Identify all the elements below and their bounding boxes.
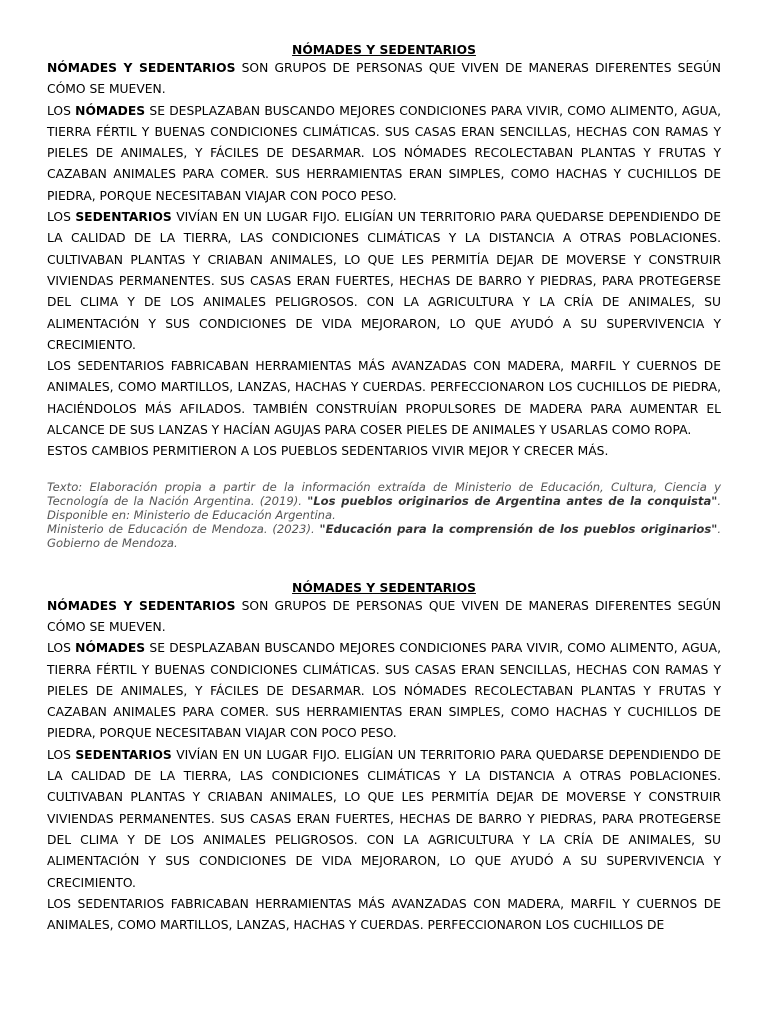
sedentarios-term: SEDENTARIOS: [75, 210, 172, 225]
nomades-paragraph: [47, 101, 721, 207]
intro-paragraph: [47, 58, 721, 101]
tools-paragraph-partial: LOS SEDENTARIOS FABRICABAN HERRAMIENTAS MÁS AVANZADAS CON MADERA, MARFIL Y CUERNOS DE ANIMALES, COMO MARTILLOS, LANZAS, HACHAS Y CUERDAS. PERFECCIONARON LOS CUCHILLOS DE: [47, 896, 721, 933]
nomades-term: NÓMADES: [75, 103, 146, 118]
sedentarios-pre: LOS: [47, 210, 76, 225]
nomades-pre: LOS: [47, 103, 76, 118]
source-citation: [47, 480, 721, 550]
intro-text: SON GRUPOS DE PERSONAS QUE VIVEN DE MANERAS DIFERENTES SEGÚN CÓMO SE MUEVEN.: [47, 61, 721, 97]
document-section-first: [47, 42, 721, 550]
source-title-2: "Educación para la comprensión de los pueblos originarios": [319, 521, 718, 536]
conclusion-paragraph: ESTOS CAMBIOS PERMITIERON A LOS PUEBLOS SEDENTARIOS VIVIR MEJOR Y CRECER MÁS.: [47, 444, 609, 459]
nomades-paragraph-repeat: LOS NÓMADES SE DESPLAZABAN BUSCANDO MEJORES CONDICIONES PARA VIVIR, COMO ALIMENTO, AGUA, TIERRA FÉRTIL Y BUENAS CONDICIONES CLIMÁTICAS. SUS CASAS ERAN SENCILLAS, HECHAS CON RAMAS Y PIELES DE ANIMALES, Y FÁCILES DE DESARMAR. LOS NÓMADES RECOLECTABAN PLANTAS Y FRUTAS Y CAZABAN ANIMALES PARA COMER. SUS HERRAMIENTAS ERAN SIMPLES, COMO HACHAS Y CUCHILLOS DE PIEDRA, PORQUE NECESITABAN VIAJAR CON POCO PESO.: [47, 641, 721, 741]
source-line-1: Texto: Elaboración propia a partir de la información extraída de Ministerio de Educación, Cultura, Ciencia y Tecnología de la Nación Argentina. (2019). "Los pueblos originarios de Argentina antes de la conquista". Disponible en: Ministerio de Educación Argentina.: [47, 479, 721, 522]
page-title: NÓMADES Y SEDENTARIOS: [292, 43, 476, 57]
source-line-2: Ministerio de Educación de Mendoza. (2023). "Educación para la comprensión de los pueblos originarios". Gobierno de Mendoza.: [47, 521, 721, 550]
document-section-second: [47, 580, 721, 937]
nomades-text: SE DESPLAZABAN BUSCANDO MEJORES CONDICIONES PARA VIVIR, COMO ALIMENTO, AGUA, TIERRA FÉRTIL Y BUENAS CONDICIONES CLIMÁTICAS. SUS CASAS ERAN SENCILLAS, HECHAS CON RAMAS Y PIELES DE ANIMALES, Y FÁCILES DE DESARMAR. LOS NÓMADES RECOLECTABAN PLANTAS Y FRUTAS Y CAZABAN ANIMALES PARA COMER. SUS HERRAMIENTAS ERAN SIMPLES, COMO HACHAS Y CUCHILLOS DE PIEDRA, PORQUE NECESITABAN VIAJAR CON POCO PESO.: [47, 103, 721, 203]
document-page: [47, 0, 721, 936]
tools-paragraph: LOS SEDENTARIOS FABRICABAN HERRAMIENTAS MÁS AVANZADAS CON MADERA, MARFIL Y CUERNOS DE ANIMALES, COMO MARTILLOS, LANZAS, HACHAS Y CUERDAS. PERFECCIONARON LOS CUCHILLOS DE PIEDRA, HACIÉNDOLOS MÁS AFILADOS. TAMBIÉN CONSTRUÍAN PROPULSORES DE MADERA PARA AUMENTAR EL ALCANCE DE SUS LANZAS Y HACÍAN AGUJAS PARA COSER PIELES DE ANIMALES Y USARLAS COMO ROPA.: [47, 359, 721, 438]
sedentarios-paragraph-repeat: LOS SEDENTARIOS VIVÍAN EN UN LUGAR FIJO. ELIGÍAN UN TERRITORIO PARA QUEDARSE DEPENDIENDO DE LA CALIDAD DE LA TIERRA, LAS CONDICIONES CLIMÁTICAS Y LA DISTANCIA A OTRAS POBLACIONES. CULTIVABAN PLANTAS Y CRIABAN ANIMALES, LO QUE LES PERMITÍA DEJAR DE MOVERSE Y CONSTRUIR VIVIENDAS PERMANENTES. SUS CASAS ERAN FUERTES, HECHAS DE BARRO Y PIEDRAS, PARA PROTEGERSE DEL CLIMA Y DE LOS ANIMALES PELIGROSOS. CON LA AGRICULTURA Y LA CRÍA DE ANIMALES, SU ALIMENTACIÓN Y SUS CONDICIONES DE VIDA MEJORARON, LO QUE AYUDÓ A SU SUPERVIVENCIA Y CRECIMIENTO.: [47, 747, 721, 890]
sedentarios-paragraph: [47, 207, 721, 356]
intro-lead: NÓMADES Y SEDENTARIOS: [47, 61, 236, 75]
sedentarios-text: VIVÍAN EN UN LUGAR FIJO. ELIGÍAN UN TERRITORIO PARA QUEDARSE DEPENDIENDO DE LA CALIDAD DE LA TIERRA, LAS CONDICIONES CLIMÁTICAS Y LA DISTANCIA A OTRAS POBLACIONES. CULTIVABAN PLANTAS Y CRIABAN ANIMALES, LO QUE LES PERMITÍA DEJAR DE MOVERSE Y CONSTRUIR VIVIENDAS PERMANENTES. SUS CASAS ERAN FUERTES, HECHAS DE BARRO Y PIEDRAS, PARA PROTEGERSE DEL CLIMA Y DE LOS ANIMALES PELIGROSOS. CON LA AGRICULTURA Y LA CRÍA DE ANIMALES, SU ALIMENTACIÓN Y SUS CONDICIONES DE VIDA MEJORARON, LO QUE AYUDÓ A SU SUPERVIVENCIA Y CRECIMIENTO.: [47, 210, 721, 352]
intro-paragraph-repeat: NÓMADES Y SEDENTARIOS SON GRUPOS DE PERSONAS QUE VIVEN DE MANERAS DIFERENTES SEGÚN CÓMO SE MUEVEN.: [47, 598, 721, 634]
source-title-1: "Los pueblos originarios de Argentina antes de la conquista": [307, 493, 718, 508]
page-title-repeat: NÓMADES Y SEDENTARIOS: [292, 580, 476, 595]
